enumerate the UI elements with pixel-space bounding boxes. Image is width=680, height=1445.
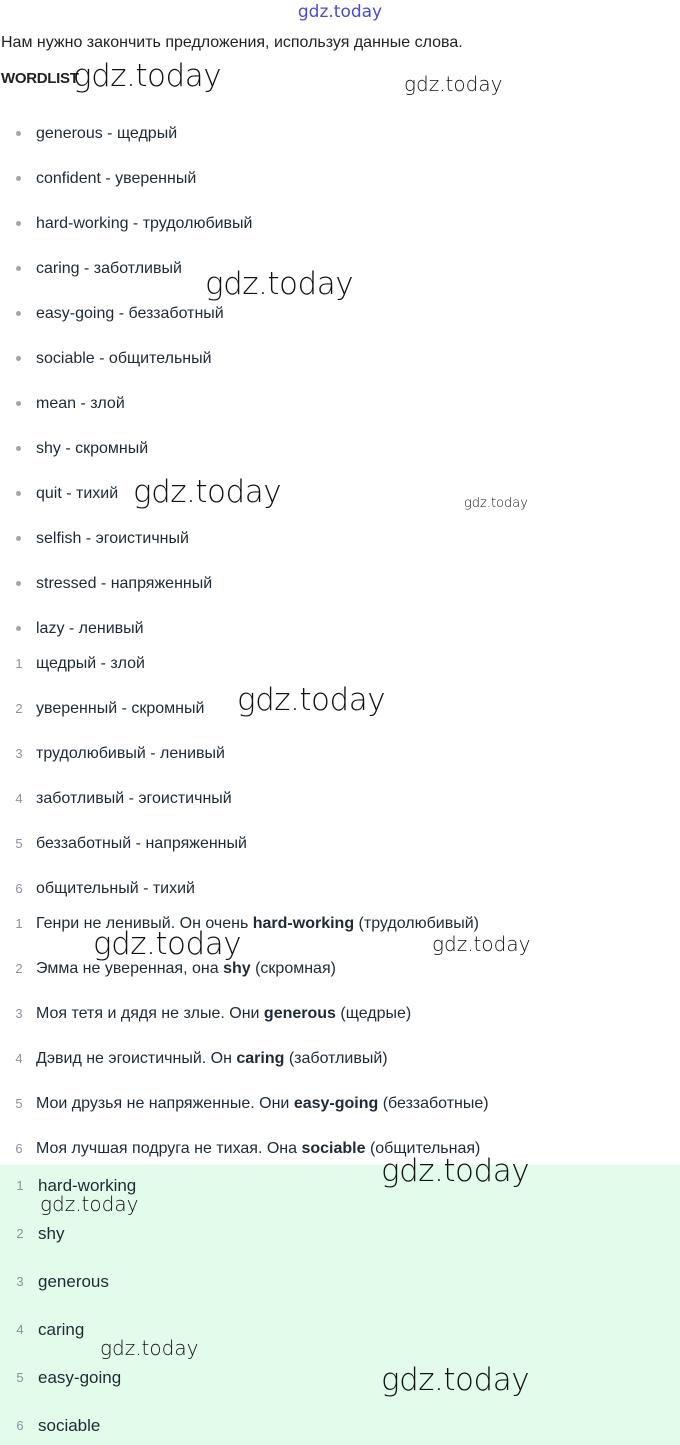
answer-word: caring bbox=[236, 1050, 285, 1067]
answer-word: hard-working bbox=[252, 915, 355, 932]
watermark: gdz.today bbox=[100, 1336, 199, 1360]
answer-word: generous bbox=[263, 1005, 336, 1022]
watermark: gdz.today bbox=[205, 266, 354, 302]
bullet-icon bbox=[16, 581, 21, 586]
bullet-icon bbox=[16, 221, 21, 226]
watermark: gdz.today bbox=[73, 58, 222, 94]
bullet-icon bbox=[16, 626, 21, 631]
watermark: gdz.today bbox=[133, 474, 282, 510]
item-number: 4 bbox=[16, 1322, 24, 1337]
answer-word: sociable bbox=[301, 1140, 366, 1157]
item-number: 4 bbox=[15, 791, 23, 806]
watermark: gdz.today bbox=[237, 682, 386, 718]
bullet-icon bbox=[16, 176, 21, 181]
watermark: gdz.today bbox=[93, 926, 242, 962]
item-number: 6 bbox=[15, 881, 23, 896]
answers-panel: 1 hard-working 2 shy 3 generous 4 caring 5 easy-going 6 sociable bbox=[0, 1165, 680, 1445]
task-instruction: Нам нужно закончить предложения, используя данные слова. bbox=[1, 34, 463, 51]
watermark: gdz.today bbox=[381, 1362, 530, 1398]
wordlist-heading: WORDLIST bbox=[1, 70, 79, 87]
item-number: 1 bbox=[15, 916, 23, 931]
watermark: gdz.today bbox=[404, 72, 503, 96]
item-number: 3 bbox=[15, 1006, 23, 1021]
bullet-icon bbox=[16, 401, 21, 406]
item-number: 1 bbox=[15, 656, 23, 671]
bullet-icon bbox=[16, 446, 21, 451]
watermark: gdz.today bbox=[381, 1153, 530, 1189]
item-number: 5 bbox=[15, 836, 23, 851]
watermark: gdz.today bbox=[432, 932, 531, 956]
item-number: 5 bbox=[15, 1096, 23, 1111]
item-number: 1 bbox=[16, 1178, 24, 1193]
item-number: 2 bbox=[15, 701, 23, 716]
item-number: 4 bbox=[15, 1051, 23, 1066]
item-number: 2 bbox=[15, 961, 23, 976]
item-number: 3 bbox=[16, 1274, 24, 1289]
bullet-icon bbox=[16, 131, 21, 136]
bullet-icon bbox=[16, 266, 21, 271]
watermark: gdz.today bbox=[40, 1192, 139, 1216]
answer-word: shy bbox=[223, 960, 251, 977]
watermark: gdz.today bbox=[464, 496, 528, 511]
bullet-icon bbox=[16, 491, 21, 496]
item-number: 6 bbox=[15, 1141, 23, 1156]
item-number: 5 bbox=[16, 1370, 24, 1385]
item-number: 3 bbox=[15, 746, 23, 761]
answer-word: easy-going bbox=[293, 1095, 379, 1112]
bullet-icon bbox=[16, 356, 21, 361]
item-number: 6 bbox=[16, 1418, 24, 1433]
bullet-icon bbox=[16, 536, 21, 541]
bullet-icon bbox=[16, 311, 21, 316]
top-watermark: gdz.today bbox=[297, 2, 383, 22]
item-number: 2 bbox=[16, 1226, 24, 1241]
